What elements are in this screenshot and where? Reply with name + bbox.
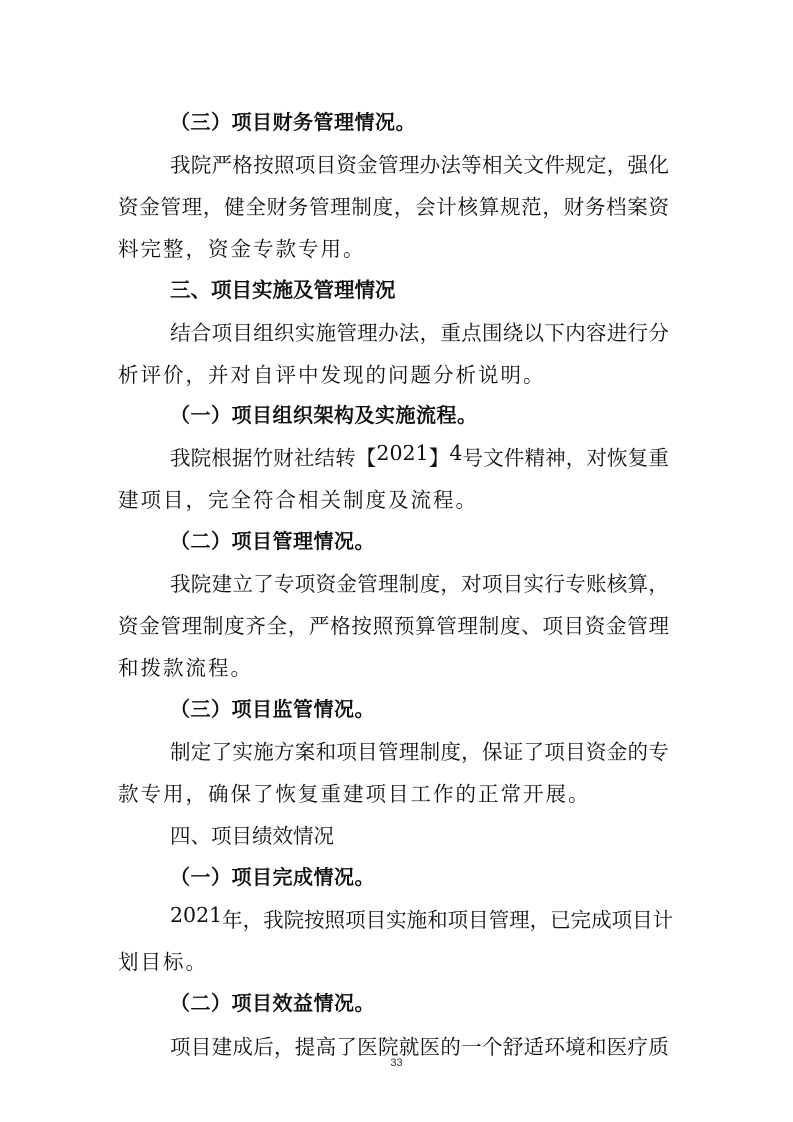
heading-finance: （三）项目财务管理情况。 (170, 110, 416, 134)
heading-section-3: 三、项目实施及管理情况 (170, 278, 396, 302)
heading-section-4: 四、项目绩效情况 (170, 824, 334, 848)
heading-supervision: （三）项目监管情况。 (170, 697, 375, 721)
paragraph-line: 我 院 建 立 了 专 项 资 金 管 理 制 度 ， 对 项 目 实 行 专 账 核 算 ， (170, 572, 669, 596)
page-number: 33 (390, 1057, 403, 1069)
paragraph-line: 我 院 严 格 按 照 项 目 资 金 管 理 办 法 等 相 关 文 件 规 定 ， 强 化 (170, 153, 669, 177)
paragraph-line: 划目标。 (118, 950, 208, 974)
paragraph-line: 款专用，确保了恢复重建项目工作的正常开展。 (118, 782, 591, 806)
paragraph-line: 和拨款流程。 (118, 656, 253, 680)
heading-benefit: （二）项目效益情况。 (170, 991, 375, 1015)
paragraph-line: 2021 年 ， 我 院 按 照 项 目 实 施 和 项 目 管 理 ， 已 完 成 项 目 计 (170, 903, 674, 932)
paragraph-line: 建项目，完全符合相关制度及流程。 (118, 488, 478, 512)
paragraph-line: 我 院 根 据 竹 财 社 结 转 【 2021 】 4 号 文 件 精 神 ， 对 恢 复 重 (170, 441, 669, 470)
paragraph-line: 结 合 项 目 组 织 实 施 管 理 办 法 ， 重 点 围 绕 以 下 内 容 进 行 分 (170, 321, 669, 345)
paragraph-line: 制 定 了 实 施 方 案 和 项 目 管 理 制 度 ， 保 证 了 项 目 资 金 的 专 (170, 740, 669, 764)
heading-management: （二）项目管理情况。 (170, 529, 375, 553)
paragraph-line: 资 金 管 理 制 度 齐 全 ， 严 格 按 照 预 算 管 理 制 度 、 项 目 资 金 管 理 (118, 614, 669, 638)
paragraph-line: 项 目 建 成 后 ， 提 高 了 医 院 就 医 的 一 个 舒 适 环 境 和 医 疗 质 (170, 1035, 669, 1059)
heading-organization: （一）项目组织架构及实施流程。 (170, 403, 478, 427)
paragraph-line: 析评价，并对自评中发现的问题分析说明。 (118, 363, 546, 387)
heading-completion: （一）项目完成情况。 (170, 865, 375, 889)
paragraph-line: 料完整，资金专款专用。 (118, 237, 366, 261)
paragraph-line: 资 金 管 理 ， 健 全 财 务 管 理 制 度 ， 会 计 核 算 规 范 ， 财 务 档 案 资 (118, 195, 669, 219)
